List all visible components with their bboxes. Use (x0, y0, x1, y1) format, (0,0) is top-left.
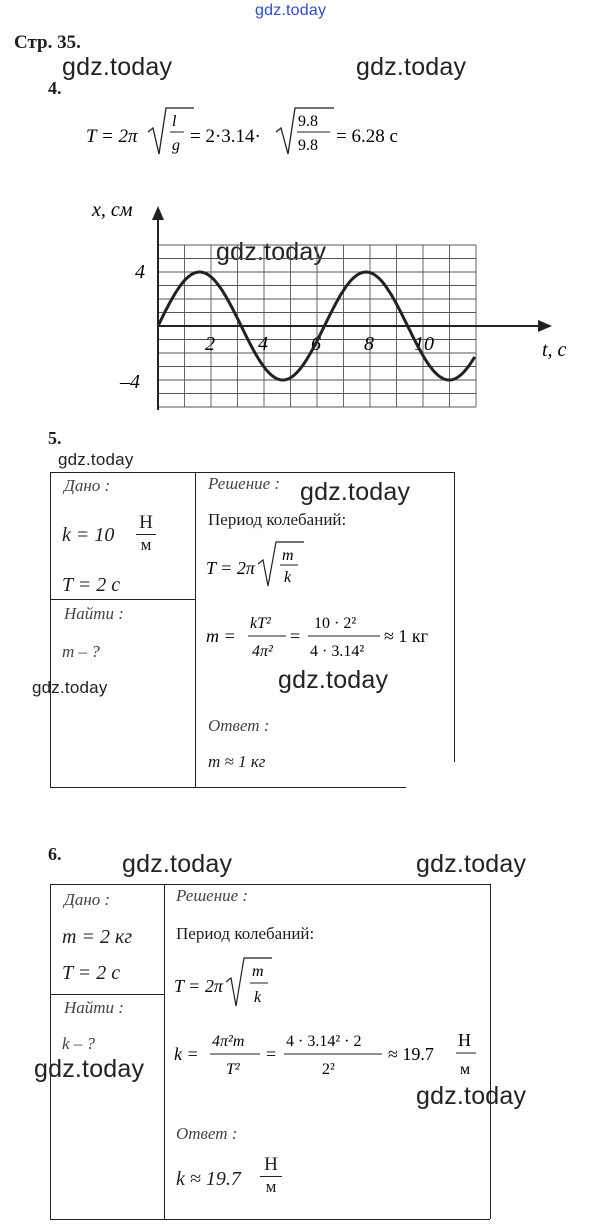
given-label: Дано : (64, 476, 111, 495)
formula1-num: m (282, 547, 294, 564)
problem-5-table (50, 472, 454, 787)
unit-num: Н (136, 512, 156, 535)
x-axis-arrow (538, 320, 552, 332)
formula1-num: m (252, 963, 264, 980)
formula-num2: 9.8 (298, 113, 318, 130)
x-tick-label: 6 (311, 333, 321, 355)
formula2-rhs: ≈ 19.7 (388, 1044, 434, 1064)
unit-num: Н (458, 1030, 471, 1050)
y-tick-label: 4 (135, 261, 145, 283)
period-text: Период колебаний: (176, 924, 315, 943)
formula2-eq: = (266, 1044, 277, 1064)
find-label: Найти : (64, 604, 124, 623)
watermark: gdz.today (416, 1082, 527, 1110)
solution-label: Решение : (208, 474, 281, 493)
table-mid-border (164, 884, 165, 1219)
problem-6-number: 6. (48, 844, 62, 864)
answer-value: m ≈ 1 кг (208, 752, 266, 771)
answer-unit (260, 1154, 282, 1197)
problem-5-number: 5. (48, 428, 62, 448)
answer-label: Ответ : (208, 716, 270, 735)
formula1: T = 2π (206, 558, 255, 578)
answer-label: Ответ : (176, 1124, 238, 1143)
formula2-den2: 4 · 3.14² (310, 643, 365, 660)
y-axis-label: x, см (92, 199, 133, 221)
unit-den: м (460, 1061, 471, 1078)
watermark: gdz.today (216, 238, 327, 266)
table-left-border (50, 884, 51, 1219)
table-top-border (50, 472, 454, 473)
formula-den: g (172, 137, 180, 154)
given-k (62, 524, 114, 547)
period-formula (204, 534, 334, 594)
formula1-den: k (254, 989, 262, 1006)
given-T: T = 2 с (62, 574, 121, 596)
given-label: Дано : (64, 890, 111, 909)
formula2-eq: = (290, 626, 301, 646)
watermark: gdz.today (32, 678, 108, 697)
period-formula (172, 950, 302, 1014)
watermark: gdz.today (278, 666, 389, 694)
formula2-den2: 2² (322, 1061, 335, 1078)
watermark: gdz.today (300, 478, 411, 506)
answer-value: k ≈ 19.7 (176, 1168, 241, 1190)
formula-den2: 9.8 (298, 137, 318, 154)
x-tick-label: 2 (205, 333, 215, 355)
formula2-den: T² (226, 1061, 240, 1078)
given-m: m = 2 кг (62, 926, 133, 948)
x-tick-label: 10 (414, 333, 434, 355)
formula1: T = 2π (174, 976, 223, 996)
formula-rhs: = 6.28 с (336, 126, 398, 147)
period-text: Период колебаний: (208, 510, 347, 529)
table-right-border (454, 472, 455, 762)
y-tick-label: –4 (120, 371, 140, 393)
formula1-den: k (284, 569, 292, 586)
formula2-num: 4π²m (212, 1033, 245, 1050)
x-tick-label: 8 (364, 333, 374, 355)
given-T: T = 2 с (62, 962, 121, 984)
problem-4-formula (80, 104, 420, 166)
mass-formula (204, 606, 454, 666)
given-k-unit (136, 512, 156, 555)
find-value: m – ? (62, 642, 100, 661)
stiffness-formula (172, 1024, 488, 1088)
formula2-rhs: ≈ 1 кг (384, 626, 429, 646)
y-axis-arrow (152, 206, 164, 220)
x-tick-label: 4 (258, 333, 268, 355)
watermark: gdz.today (62, 53, 173, 81)
x-axis-label: t, с (542, 339, 567, 361)
problem-4-number: 4. (48, 78, 62, 98)
watermark: gdz.today (255, 2, 327, 19)
formula2-den: 4π² (252, 643, 273, 660)
formula-lhs: T = 2π (86, 126, 138, 147)
formula2-num: kT² (250, 615, 271, 632)
unit-num: Н (260, 1154, 282, 1177)
table-given-divider (50, 599, 195, 600)
table-bottom-border (50, 1219, 490, 1220)
problem-6-table (50, 884, 490, 1219)
formula2-lhs: k = (174, 1044, 199, 1064)
formula2-num2: 10 · 2² (314, 615, 357, 632)
table-right-border (490, 884, 491, 1219)
table-bottom-border (50, 787, 406, 788)
watermark: gdz.today (58, 450, 134, 469)
watermark: gdz.today (34, 1055, 145, 1083)
page-label: Стр. 35. (14, 32, 81, 53)
find-value: k – ? (62, 1034, 96, 1053)
table-given-divider (50, 994, 164, 995)
unit-den: м (140, 535, 152, 554)
given-k-value: k = 10 (62, 524, 115, 546)
oscillation-chart (0, 190, 589, 420)
unit-den: м (265, 1177, 277, 1196)
formula2-lhs: m = (206, 626, 236, 646)
formula2-num2: 4 · 3.14² · 2 (286, 1033, 362, 1050)
watermark: gdz.today (122, 850, 233, 878)
table-top-border (50, 884, 490, 885)
formula-mid: = 2·3.14· (190, 126, 261, 147)
watermark: gdz.today (416, 850, 527, 878)
solution-label: Решение : (176, 886, 249, 905)
table-mid-border (195, 472, 196, 787)
find-label: Найти : (64, 998, 124, 1017)
table-left-border (50, 472, 51, 787)
watermark: gdz.today (356, 53, 467, 81)
formula-num: l (172, 113, 177, 130)
